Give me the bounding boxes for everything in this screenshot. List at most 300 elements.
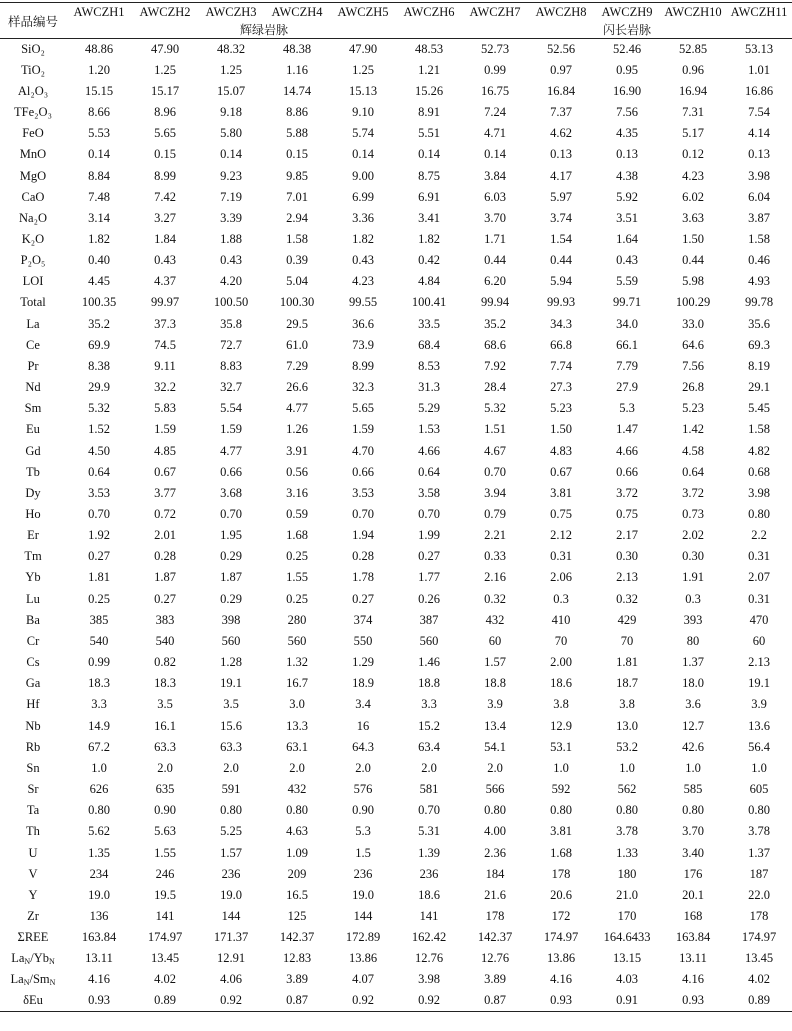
table-cell: 3.98 — [748, 485, 770, 500]
table-cell: 172.89 — [345, 930, 381, 945]
table-cell: 3.70 — [484, 210, 506, 225]
table-cell: 3.40 — [682, 845, 704, 860]
table-cell: 1.42 — [682, 422, 704, 437]
table-row — [0, 356, 792, 377]
table-cell: 0.92 — [330, 991, 396, 1012]
table-cell: 53.1 — [550, 739, 572, 754]
table-cell: 32.7 — [220, 380, 242, 395]
table-cell: 1.01 — [748, 62, 770, 77]
table-cell: 0.27 — [88, 549, 110, 564]
table-cell: 176 — [683, 866, 703, 881]
table-cell: 3.68 — [220, 485, 242, 500]
table-cell: 170 — [617, 908, 637, 923]
table-cell: 13.6 — [748, 718, 770, 733]
table-cell: 0.29 — [220, 591, 242, 606]
table-cell: 0.93 — [528, 991, 594, 1012]
table-cell: 0.43 — [616, 253, 638, 268]
table-cell: 13.0 — [616, 718, 638, 733]
table-cell: 0.79 — [484, 507, 506, 522]
table-cell: 0.26 — [418, 591, 440, 606]
table-cell: 4.14 — [748, 126, 770, 141]
table-cell: 16.1 — [154, 718, 176, 733]
table-cell: 0.3 — [553, 591, 569, 606]
table-cell: 0.75 — [550, 507, 572, 522]
table-row — [0, 631, 792, 652]
table-cell: 0.66 — [220, 464, 242, 479]
table-cell: 5.98 — [682, 274, 704, 289]
table-cell: 4.58 — [682, 443, 704, 458]
table-cell: 550 — [353, 633, 373, 648]
table-cell: 35.2 — [484, 316, 506, 331]
table-cell: 21.6 — [484, 887, 506, 902]
table-cell: 9.23 — [220, 168, 242, 183]
table-cell: 6.91 — [418, 189, 440, 204]
table-cell: 8.19 — [748, 358, 770, 373]
table-cell: 2.0 — [355, 760, 371, 775]
table-row — [0, 314, 792, 335]
table-cell: 5.92 — [616, 189, 638, 204]
table-cell: 4.07 — [352, 972, 374, 987]
geochemistry-table — [0, 2, 792, 1012]
table-cell: 164.6433 — [603, 930, 651, 945]
table-cell: 9.00 — [352, 168, 374, 183]
table-cell: 100.41 — [411, 295, 447, 310]
table-cell: 16.90 — [612, 83, 642, 98]
table-cell: 1.92 — [88, 528, 110, 543]
table-cell: 3.81 — [550, 824, 572, 839]
table-cell: 5.80 — [220, 126, 242, 141]
table-cell: 5.25 — [220, 824, 242, 839]
table-cell: 1.54 — [550, 231, 572, 246]
table-cell: 27.9 — [616, 380, 638, 395]
table-cell: 162.42 — [411, 930, 447, 945]
table-cell: 2.0 — [421, 760, 437, 775]
table-cell: 16.84 — [546, 83, 576, 98]
row-label: LOI — [22, 274, 44, 289]
table-cell: 0.64 — [682, 464, 704, 479]
table-cell: 4.63 — [286, 824, 308, 839]
table-cell: 16 — [356, 718, 370, 733]
table-cell: 432 — [485, 612, 505, 627]
table-cell: 68.4 — [418, 337, 440, 352]
table-cell: 52.56 — [546, 41, 576, 56]
table-cell: 163.84 — [81, 930, 117, 945]
table-cell: 0.43 — [220, 253, 242, 268]
table-cell: 3.5 — [223, 697, 239, 712]
table-cell: 8.99 — [154, 168, 176, 183]
table-cell: 20.1 — [682, 887, 704, 902]
table-cell: 15.6 — [220, 718, 242, 733]
table-cell: 9.10 — [352, 105, 374, 120]
table-cell: 0.30 — [682, 549, 704, 564]
table-cell: 4.77 — [286, 401, 308, 416]
table-row — [0, 716, 792, 737]
table-cell: 1.25 — [154, 62, 176, 77]
table-cell: 0.59 — [286, 507, 308, 522]
table-cell: 1.91 — [682, 570, 704, 585]
table-cell: 5.32 — [88, 401, 110, 416]
table-cell: 0.43 — [154, 253, 176, 268]
table-cell: 5.65 — [352, 401, 374, 416]
table-cell: 4.35 — [616, 126, 638, 141]
table-cell: 3.74 — [550, 210, 572, 225]
table-cell: 56.4 — [748, 739, 770, 754]
table-cell: 99.97 — [150, 295, 180, 310]
table-cell: 1.58 — [286, 231, 308, 246]
row-label: Gd — [25, 443, 41, 458]
rock-type-header-row — [0, 21, 792, 39]
table-cell: 13.86 — [348, 951, 378, 966]
table-cell: 6.04 — [748, 189, 770, 204]
table-cell: 12.83 — [282, 951, 312, 966]
row-label: Y — [28, 887, 38, 902]
row-label: Hf — [26, 697, 40, 712]
table-row — [0, 546, 792, 567]
table-cell: 7.48 — [88, 189, 110, 204]
table-cell: 100.35 — [81, 295, 117, 310]
table-cell: 5.32 — [484, 401, 506, 416]
table-cell: 0.93 — [66, 991, 132, 1012]
table-cell: 9.18 — [220, 105, 242, 120]
table-row — [0, 144, 792, 165]
table-cell: 0.14 — [484, 147, 506, 162]
table-cell: 4.67 — [484, 443, 506, 458]
table-cell: 12.9 — [550, 718, 572, 733]
row-label: La — [26, 316, 40, 331]
table-row — [0, 229, 792, 250]
row-label: δEu — [0, 991, 66, 1012]
table-cell: 0.39 — [286, 253, 308, 268]
table-cell: 1.25 — [352, 62, 374, 77]
table-cell: 540 — [89, 633, 109, 648]
table-cell: 52.85 — [678, 41, 708, 56]
table-cell: 5.29 — [418, 401, 440, 416]
table-cell: 13.4 — [484, 718, 506, 733]
row-label: Nd — [25, 380, 41, 395]
table-row — [0, 885, 792, 906]
table-cell: 1.51 — [484, 422, 506, 437]
table-cell: 0.25 — [286, 591, 308, 606]
table-cell: 1.33 — [616, 845, 638, 860]
group-header-diorite: 闪长岩脉 — [462, 21, 792, 39]
table-cell: 0.28 — [154, 549, 176, 564]
table-cell: 6.03 — [484, 189, 506, 204]
table-cell: 66.8 — [550, 337, 572, 352]
table-cell: 592 — [551, 782, 571, 797]
row-label: Cr — [26, 633, 40, 648]
table-cell: 1.29 — [352, 655, 374, 670]
table-cell: 28.4 — [484, 380, 506, 395]
table-cell: 5.17 — [682, 126, 704, 141]
table-cell: 3.77 — [154, 485, 176, 500]
table-cell: 236 — [419, 866, 439, 881]
table-cell: 70 — [620, 633, 634, 648]
table-cell: 0.31 — [748, 591, 770, 606]
table-cell: 6.99 — [352, 189, 374, 204]
table-cell: 0.73 — [682, 507, 704, 522]
table-row — [0, 250, 792, 271]
table-cell: 5.45 — [748, 401, 770, 416]
sample-header: AWCZH5 — [330, 3, 396, 22]
table-cell: 69.9 — [88, 337, 110, 352]
table-row — [0, 758, 792, 779]
table-cell: 2.16 — [484, 570, 506, 585]
table-cell: 74.5 — [154, 337, 176, 352]
table-cell: 12.76 — [414, 951, 444, 966]
table-cell: 5.31 — [418, 824, 440, 839]
table-cell: 99.78 — [744, 295, 774, 310]
table-cell: 0.28 — [352, 549, 374, 564]
table-cell: 99.71 — [612, 295, 642, 310]
table-cell: 0.44 — [682, 253, 704, 268]
table-cell: 174.97 — [543, 930, 579, 945]
table-cell: 172 — [551, 908, 571, 923]
table-cell: 0.72 — [154, 507, 176, 522]
table-cell: 0.90 — [352, 803, 374, 818]
sample-header: AWCZH8 — [528, 3, 594, 22]
row-label: Sm — [24, 401, 42, 416]
table-cell: 1.58 — [748, 231, 770, 246]
table-cell: 4.66 — [418, 443, 440, 458]
table-cell: 7.24 — [484, 105, 506, 120]
table-header — [0, 3, 792, 39]
table-cell: 1.37 — [682, 655, 704, 670]
table-row — [0, 969, 792, 990]
table-cell: 1.78 — [352, 570, 374, 585]
table-cell: 18.3 — [154, 676, 176, 691]
table-cell: 5.88 — [286, 126, 308, 141]
table-cell: 3.8 — [619, 697, 635, 712]
row-label: TFe₂O₃ — [14, 105, 52, 120]
table-cell: 3.89 — [286, 972, 308, 987]
table-cell: 3.87 — [748, 210, 770, 225]
table-cell: 16.5 — [286, 887, 308, 902]
table-cell: 60 — [752, 633, 766, 648]
table-cell: 1.50 — [682, 231, 704, 246]
table-cell: 12.7 — [682, 718, 704, 733]
table-cell: 9.85 — [286, 168, 308, 183]
table-row — [0, 842, 792, 863]
table-cell: 1.94 — [352, 528, 374, 543]
table-cell: 8.66 — [88, 105, 110, 120]
table-cell: 0.15 — [286, 147, 308, 162]
table-cell: 42.6 — [682, 739, 704, 754]
table-cell: 4.17 — [550, 168, 572, 183]
table-row — [0, 123, 792, 144]
table-cell: 0.46 — [748, 253, 770, 268]
table-cell: 14.74 — [282, 83, 312, 98]
table-cell: 3.84 — [484, 168, 506, 183]
table-cell: 63.3 — [154, 739, 176, 754]
table-cell: 0.40 — [88, 253, 110, 268]
table-cell: 234 — [89, 866, 109, 881]
table-cell: 18.9 — [352, 676, 374, 691]
table-cell: 3.91 — [286, 443, 308, 458]
row-label: Yb — [25, 570, 41, 585]
table-cell: 0.14 — [352, 147, 374, 162]
table-cell: 209 — [287, 866, 307, 881]
table-cell: 1.37 — [748, 845, 770, 860]
table-cell: 7.56 — [682, 358, 704, 373]
row-label: CaO — [21, 189, 45, 204]
row-label: Rb — [25, 739, 41, 754]
table-cell: 1.28 — [220, 655, 242, 670]
row-label: Sr — [27, 782, 39, 797]
table-cell: 3.4 — [355, 697, 371, 712]
table-cell: 3.3 — [421, 697, 437, 712]
table-cell: 1.35 — [88, 845, 110, 860]
table-cell: 3.58 — [418, 485, 440, 500]
table-cell: 5.94 — [550, 274, 572, 289]
table-cell: 429 — [617, 612, 637, 627]
table-cell: 1.16 — [286, 62, 308, 77]
table-cell: 5.63 — [154, 824, 176, 839]
table-cell: 4.85 — [154, 443, 176, 458]
table-row — [0, 927, 792, 948]
table-cell: 27.3 — [550, 380, 572, 395]
table-row — [0, 737, 792, 758]
table-cell: 398 — [221, 612, 241, 627]
table-cell: 48.38 — [282, 41, 312, 56]
row-label: $La_N/Yb_N$ — [11, 951, 55, 967]
table-cell: 4.84 — [418, 274, 440, 289]
table-cell: 178 — [551, 866, 571, 881]
table-cell: 8.96 — [154, 105, 176, 120]
table-cell: 2.01 — [154, 528, 176, 543]
table-cell: 0.70 — [418, 507, 440, 522]
table-cell: 144 — [221, 908, 241, 923]
table-cell: 3.78 — [748, 824, 770, 839]
table-cell: 13.3 — [286, 718, 308, 733]
table-row — [0, 39, 792, 60]
table-cell: 1.81 — [88, 570, 110, 585]
table-cell: 4.23 — [352, 274, 374, 289]
table-cell: 3.41 — [418, 210, 440, 225]
table-cell: 18.3 — [88, 676, 110, 691]
table-cell: 2.0 — [157, 760, 173, 775]
table-cell: 0.92 — [396, 991, 462, 1012]
table-cell: 1.52 — [88, 422, 110, 437]
table-cell: 560 — [287, 633, 307, 648]
table-cell: 18.8 — [484, 676, 506, 691]
table-cell: 7.54 — [748, 105, 770, 120]
table-cell: 37.3 — [154, 316, 176, 331]
row-label: $La_N/Sm_N$ — [10, 972, 56, 988]
sample-header: AWCZH9 — [594, 3, 660, 22]
row-label: MnO — [19, 147, 47, 162]
table-cell: 1.0 — [91, 760, 107, 775]
table-cell: 53.2 — [616, 739, 638, 754]
table-cell: 0.70 — [352, 507, 374, 522]
table-cell: 13.15 — [612, 951, 642, 966]
table-cell: 4.38 — [616, 168, 638, 183]
table-cell: 0.80 — [616, 803, 638, 818]
table-cell: 3.53 — [352, 485, 374, 500]
table-cell: 2.0 — [487, 760, 503, 775]
table-cell: 68.6 — [484, 337, 506, 352]
table-cell: 2.00 — [550, 655, 572, 670]
table-cell: 0.14 — [220, 147, 242, 162]
table-cell: 2.17 — [616, 528, 638, 543]
table-cell: 1.32 — [286, 655, 308, 670]
table-cell: 3.72 — [616, 485, 638, 500]
table-cell: 36.6 — [352, 316, 374, 331]
table-cell: 3.27 — [154, 210, 176, 225]
table-cell: 29.5 — [286, 316, 308, 331]
table-cell: 4.00 — [484, 824, 506, 839]
row-label: ΣREE — [17, 930, 49, 945]
table-cell: 7.74 — [550, 358, 572, 373]
table-cell: 0.70 — [418, 803, 440, 818]
table-cell: 280 — [287, 612, 307, 627]
table-row — [0, 525, 792, 546]
table-row — [0, 504, 792, 525]
table-cell: 100.29 — [675, 295, 711, 310]
table-cell: 5.51 — [418, 126, 440, 141]
table-cell: 5.23 — [682, 401, 704, 416]
row-label: Ba — [26, 612, 40, 627]
table-cell: 0.33 — [484, 549, 506, 564]
table-cell: 4.23 — [682, 168, 704, 183]
table-cell: 4.16 — [682, 972, 704, 987]
table-cell: 0.31 — [748, 549, 770, 564]
table-cell: 0.32 — [616, 591, 638, 606]
table-cell: 1.21 — [418, 62, 440, 77]
table-cell: 99.93 — [546, 295, 576, 310]
table-cell: 4.20 — [220, 274, 242, 289]
row-label: Ga — [25, 676, 41, 691]
table-cell: 63.4 — [418, 739, 440, 754]
table-cell: 3.72 — [682, 485, 704, 500]
table-cell: 8.99 — [352, 358, 374, 373]
table-cell: 5.59 — [616, 274, 638, 289]
row-label: P₂O₅ — [20, 253, 46, 268]
sample-header: AWCZH11 — [726, 3, 792, 22]
table-cell: 64.6 — [682, 337, 704, 352]
table-cell: 5.04 — [286, 274, 308, 289]
table-cell: 3.9 — [751, 697, 767, 712]
table-cell: 63.1 — [286, 739, 308, 754]
sample-header: AWCZH1 — [66, 3, 132, 22]
table-cell: 178 — [485, 908, 505, 923]
table-cell: 13.45 — [744, 951, 774, 966]
table-cell: 0.75 — [616, 507, 638, 522]
table-cell: 8.38 — [88, 358, 110, 373]
table-cell: 626 — [89, 782, 109, 797]
table-cell: 0.64 — [88, 464, 110, 479]
table-cell: 0.80 — [748, 507, 770, 522]
table-cell: 7.31 — [682, 105, 704, 120]
table-cell: 3.51 — [616, 210, 638, 225]
table-cell: 16.94 — [678, 83, 708, 98]
sample-id-header-row — [0, 3, 792, 22]
table-cell: 2.0 — [289, 760, 305, 775]
table-cell: 0.15 — [154, 147, 176, 162]
table-cell: 6.02 — [682, 189, 704, 204]
table-cell: 19.1 — [220, 676, 242, 691]
table-cell: 16.75 — [480, 83, 510, 98]
table-cell: 18.6 — [550, 676, 572, 691]
table-cell: 635 — [155, 782, 175, 797]
table-cell: 1.59 — [220, 422, 242, 437]
table-cell: 0.91 — [594, 991, 660, 1012]
table-cell: 8.75 — [418, 168, 440, 183]
table-cell: 32.3 — [352, 380, 374, 395]
table-cell: 1.71 — [484, 231, 506, 246]
table-row — [0, 800, 792, 821]
table-cell: 1.5 — [355, 845, 371, 860]
table-cell: 385 — [89, 612, 109, 627]
